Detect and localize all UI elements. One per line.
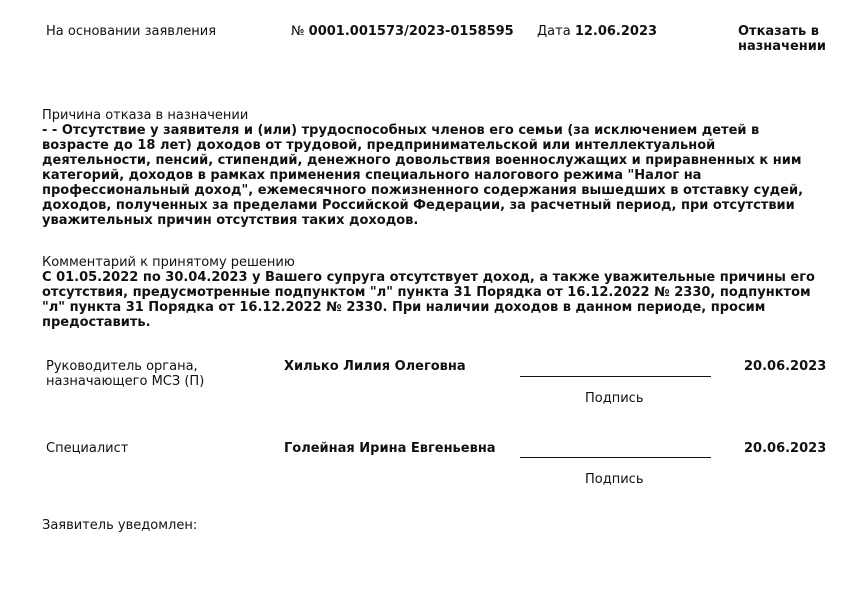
refusal-reason-section (42, 108, 842, 228)
comment-title: Комментарий к принятому решению (42, 255, 295, 270)
decision-line2: назначении (738, 39, 827, 54)
refusal-reason-line: доходов, полученных за пределами Российской Федерации, за расчетный период, при отсутствии (42, 198, 795, 213)
basis-label: На основании заявления (46, 24, 217, 39)
head-sign-date: 20.06.2023 (744, 359, 827, 374)
number-prefix: № (291, 24, 305, 39)
decision (738, 24, 826, 54)
head-signature-line (520, 376, 711, 377)
refusal-reason-line: деятельности, пенсий, стипендий, денежного довольствия военнослужащих и приравненных к ним (42, 153, 802, 168)
specialist-signature-caption: Подпись (585, 472, 644, 487)
refusal-reason-line: профессиональный доход", ежемесячного пожизненного содержания вышедших в отставку судей, (42, 183, 804, 198)
refusal-reason-title: Причина отказа в назначении (42, 108, 249, 123)
date-label: Дата (537, 24, 571, 39)
application-number (291, 24, 514, 39)
refusal-reason-line: - - Отсутствие у заявителя и (или) трудоспособных членов его семьи (за исключением детей в (42, 123, 760, 138)
head-name: Хилько Лилия Олеговна (284, 359, 466, 374)
specialist-signature-line (520, 457, 711, 458)
refusal-reason-line: категорий, доходов в рамках применения специального налогового режима "Налог на (42, 168, 702, 183)
specialist-name: Голейная Ирина Евгеньевна (284, 441, 496, 456)
head-role-line2: назначающего МСЗ (П) (46, 374, 205, 389)
date-value: 12.06.2023 (574, 24, 658, 39)
refusal-reason-line: уважительных причин отсутствия таких доходов. (42, 213, 419, 228)
decision-line1: Отказать в (738, 24, 820, 39)
specialist-sign-date: 20.06.2023 (744, 441, 827, 456)
decision-comment-section (42, 255, 842, 330)
head-role-line1: Руководитель органа, (46, 359, 198, 374)
comment-line: отсутствия, предусмотренные подпунктом "л" пункта 31 Порядка от 16.12.2022 № 2330, подпунктом (42, 285, 811, 300)
number-value: 0001.001573/2023-0158595 (308, 24, 514, 39)
comment-line: "л" пункта 31 Порядка от 16.12.2022 № 2330. При наличии доходов в данном периоде, просим (42, 300, 766, 315)
refusal-reason-line: возрасте до 18 лет) доходов от трудовой, предпринимательской или интеллектуальной (42, 138, 716, 153)
comment-line: предоставить. (42, 315, 151, 330)
applicant-notified-label: Заявитель уведомлен: (42, 518, 198, 533)
head-signature-caption: Подпись (585, 391, 644, 406)
specialist-role: Специалист (46, 441, 129, 456)
comment-line: С 01.05.2022 по 30.04.2023 у Вашего супруга отсутствует доход, а также уважительные причины его (42, 270, 815, 285)
head-role (46, 359, 204, 389)
application-date (537, 24, 657, 39)
